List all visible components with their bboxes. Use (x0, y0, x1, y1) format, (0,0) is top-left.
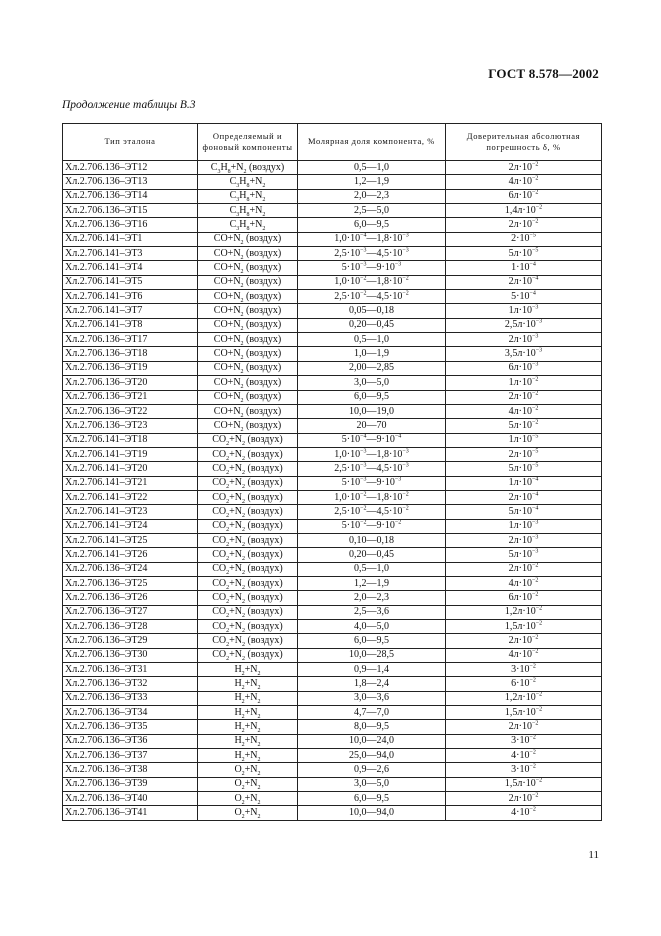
cell-molar-fraction: $5\cdot 10^{-2}—9\cdot 10^{-2}$ (298, 519, 446, 533)
cell-standard-type: Хл.2.706.136–ЭТ41 (63, 806, 198, 820)
cell-error: $1,5л\cdot 10^{-2}$ (446, 706, 602, 720)
cell-standard-type: Хл.2.706.136–ЭТ21 (63, 390, 198, 404)
cell-error: $2л\cdot 10^{-3}$ (446, 533, 602, 547)
cell-molar-fraction: $5\cdot 10^{-3}—9\cdot 10^{-3}$ (298, 261, 446, 275)
cell-error: $1\cdot 10^{-4}$ (446, 261, 602, 275)
cell-standard-type: Хл.2.706.141–ЭТ18 (63, 433, 198, 447)
cell-components: $C_3H_8+N_2$ (198, 218, 298, 232)
cell-standard-type: Хл.2.706.136–ЭТ20 (63, 376, 198, 390)
cell-components: $CO_2+N_2$ (воздух) (198, 533, 298, 547)
cell-error: $5л\cdot 10^{-2}$ (446, 419, 602, 433)
table-row (63, 419, 602, 433)
cell-components: $O_2+N_2$ (198, 792, 298, 806)
cell-molar-fraction: 6,0—9,5 (298, 390, 446, 404)
cell-components: $CO_2+N_2$ (воздух) (198, 433, 298, 447)
table-row (63, 763, 602, 777)
cell-standard-type: Хл.2.706.141–ЭТ22 (63, 490, 198, 504)
cell-error: $5\cdot 10^{-4}$ (446, 290, 602, 304)
cell-components: $CO+N_2$ (воздух) (198, 247, 298, 261)
cell-error: $1,2л\cdot 10^{-2}$ (446, 691, 602, 705)
cell-components: $C_3H_8+N_2$ (198, 189, 298, 203)
cell-error: $1л\cdot 10^{-5}$ (446, 433, 602, 447)
cell-standard-type: Хл.2.706.141–ЭТ25 (63, 533, 198, 547)
cell-components: $CO+N_2$ (воздух) (198, 304, 298, 318)
table-row (63, 720, 602, 734)
table-row (63, 620, 602, 634)
cell-components: $CO_2+N_2$ (воздух) (198, 620, 298, 634)
cell-standard-type: Хл.2.706.136–ЭТ31 (63, 663, 198, 677)
cell-components: $CO+N_2$ (воздух) (198, 261, 298, 275)
cell-molar-fraction: 4,7—7,0 (298, 706, 446, 720)
cell-components: $H_2+N_2$ (198, 691, 298, 705)
cell-error: $1л\cdot 10^{-4}$ (446, 476, 602, 490)
cell-error: $4\cdot 10^{-2}$ (446, 749, 602, 763)
cell-error: $6л\cdot 10^{-3}$ (446, 361, 602, 375)
cell-molar-fraction: 20—70 (298, 419, 446, 433)
document-code: ГОСТ 8.578—2002 (488, 66, 599, 81)
cell-components: $CO+N_2$ (воздух) (198, 361, 298, 375)
cell-molar-fraction: 0,5—1,0 (298, 161, 446, 175)
cell-components: $O_2+N_2$ (198, 763, 298, 777)
cell-components: $H_2+N_2$ (198, 720, 298, 734)
cell-molar-fraction: $5\cdot 10^{-3}—9\cdot 10^{-3}$ (298, 476, 446, 490)
cell-molar-fraction: 0,5—1,0 (298, 333, 446, 347)
table-row (63, 490, 602, 504)
table-row (63, 663, 602, 677)
cell-standard-type: Хл.2.706.141–ЭТ7 (63, 304, 198, 318)
cell-error: $2л\cdot 10^{-5}$ (446, 447, 602, 461)
cell-standard-type: Хл.2.706.136–ЭТ37 (63, 749, 198, 763)
table-row (63, 218, 602, 232)
table-row (63, 548, 602, 562)
cell-components: $CO_2+N_2$ (воздух) (198, 462, 298, 476)
cell-molar-fraction: 2,0—2,3 (298, 189, 446, 203)
cell-molar-fraction: $1,0\cdot 10^{-2}—1,8\cdot 10^{-2}$ (298, 490, 446, 504)
cell-molar-fraction: $5\cdot 10^{-4}—9\cdot 10^{-4}$ (298, 433, 446, 447)
cell-components: $CO_2+N_2$ (воздух) (198, 476, 298, 490)
table-row (63, 376, 602, 390)
cell-error: $6л\cdot 10^{-2}$ (446, 189, 602, 203)
cell-molar-fraction: 2,0—2,3 (298, 591, 446, 605)
cell-components: $CO_2+N_2$ (воздух) (198, 447, 298, 461)
table-row (63, 404, 602, 418)
table-row (63, 275, 602, 289)
table-row (63, 806, 602, 820)
cell-components: $C_3H_8+N_2$ (воздух) (198, 161, 298, 175)
cell-standard-type: Хл.2.706.136–ЭТ27 (63, 605, 198, 619)
cell-error: $2л\cdot 10^{-2}$ (446, 792, 602, 806)
table-header-row (63, 124, 602, 161)
header-standard-type: Тип эталона (63, 124, 198, 161)
table-body (63, 161, 602, 821)
cell-standard-type: Хл.2.706.141–ЭТ20 (63, 462, 198, 476)
cell-standard-type: Хл.2.706.136–ЭТ36 (63, 734, 198, 748)
cell-components: $CO+N_2$ (воздух) (198, 347, 298, 361)
table-row (63, 562, 602, 576)
cell-molar-fraction: 25,0—94,0 (298, 749, 446, 763)
cell-components: $CO+N_2$ (воздух) (198, 404, 298, 418)
cell-standard-type: Хл.2.706.141–ЭТ23 (63, 505, 198, 519)
table-row (63, 462, 602, 476)
cell-components: $CO+N_2$ (воздух) (198, 318, 298, 332)
page-number: 11 (588, 849, 599, 861)
cell-components: $H_2+N_2$ (198, 749, 298, 763)
cell-standard-type: Хл.2.706.141–ЭТ6 (63, 290, 198, 304)
cell-molar-fraction: 0,9—2,6 (298, 763, 446, 777)
table-row (63, 648, 602, 662)
cell-components: $CO+N_2$ (воздух) (198, 390, 298, 404)
table-row (63, 605, 602, 619)
cell-standard-type: Хл.2.706.136–ЭТ32 (63, 677, 198, 691)
cell-error: $3\cdot 10^{-2}$ (446, 663, 602, 677)
cell-molar-fraction: 2,5—5,0 (298, 204, 446, 218)
table-row (63, 691, 602, 705)
cell-components: $CO_2+N_2$ (воздух) (198, 548, 298, 562)
cell-error: $6л\cdot 10^{-2}$ (446, 591, 602, 605)
cell-standard-type: Хл.2.706.136–ЭТ16 (63, 218, 198, 232)
cell-standard-type: Хл.2.706.141–ЭТ19 (63, 447, 198, 461)
cell-molar-fraction: $2,5\cdot 10^{-3}—4,5\cdot 10^{-3}$ (298, 462, 446, 476)
table-row (63, 734, 602, 748)
table-row (63, 304, 602, 318)
cell-components: $CO+N_2$ (воздух) (198, 419, 298, 433)
cell-standard-type: Хл.2.706.136–ЭТ39 (63, 777, 198, 791)
cell-standard-type: Хл.2.706.141–ЭТ21 (63, 476, 198, 490)
cell-components: $CO_2+N_2$ (воздух) (198, 576, 298, 590)
cell-standard-type: Хл.2.706.136–ЭТ13 (63, 175, 198, 189)
cell-components: $CO+N_2$ (воздух) (198, 376, 298, 390)
cell-error: $2л\cdot 10^{-2}$ (446, 720, 602, 734)
cell-molar-fraction: 2,5—3,6 (298, 605, 446, 619)
table-row (63, 347, 602, 361)
header-error: Доверительная абсолютная погрешность δ, % (446, 124, 602, 161)
cell-error: $4л\cdot 10^{-2}$ (446, 648, 602, 662)
cell-standard-type: Хл.2.706.136–ЭТ18 (63, 347, 198, 361)
cell-standard-type: Хл.2.706.141–ЭТ1 (63, 232, 198, 246)
cell-standard-type: Хл.2.706.136–ЭТ34 (63, 706, 198, 720)
cell-standard-type: Хл.2.706.141–ЭТ4 (63, 261, 198, 275)
cell-error: $1л\cdot 10^{-3}$ (446, 304, 602, 318)
cell-error: $2л\cdot 10^{-2}$ (446, 161, 602, 175)
cell-error: $3\cdot 10^{-2}$ (446, 763, 602, 777)
table-row (63, 290, 602, 304)
table-row (63, 247, 602, 261)
cell-error: $5л\cdot 10^{-3}$ (446, 548, 602, 562)
cell-components: $C_3H_8+N_2$ (198, 175, 298, 189)
table-row (63, 318, 602, 332)
table-caption: Продолжение таблицы В.3 (62, 99, 196, 111)
cell-molar-fraction: 10,0—94,0 (298, 806, 446, 820)
cell-error: $5л\cdot 10^{-4}$ (446, 505, 602, 519)
cell-error: $5л\cdot 10^{-5}$ (446, 462, 602, 476)
cell-standard-type: Хл.2.706.136–ЭТ26 (63, 591, 198, 605)
cell-error: $1л\cdot 10^{-3}$ (446, 519, 602, 533)
cell-error: $4\cdot 10^{-2}$ (446, 806, 602, 820)
table-row (63, 576, 602, 590)
cell-error: $1,2л\cdot 10^{-2}$ (446, 605, 602, 619)
cell-molar-fraction: 3,0—3,6 (298, 691, 446, 705)
cell-error: $2л\cdot 10^{-2}$ (446, 562, 602, 576)
cell-molar-fraction: 0,05—0,18 (298, 304, 446, 318)
cell-molar-fraction: 2,00—2,85 (298, 361, 446, 375)
table-row (63, 433, 602, 447)
cell-components: $CO+N_2$ (воздух) (198, 232, 298, 246)
cell-error: $1,4л\cdot 10^{-2}$ (446, 204, 602, 218)
table-row (63, 533, 602, 547)
table-row (63, 161, 602, 175)
cell-error: $2л\cdot 10^{-4}$ (446, 490, 602, 504)
cell-molar-fraction: 0,20—0,45 (298, 548, 446, 562)
cell-components: $H_2+N_2$ (198, 706, 298, 720)
cell-error: $1,5л\cdot 10^{-2}$ (446, 777, 602, 791)
cell-error: $2л\cdot 10^{-2}$ (446, 634, 602, 648)
cell-components: $H_2+N_2$ (198, 734, 298, 748)
table-row (63, 634, 602, 648)
cell-error: $4л\cdot 10^{-2}$ (446, 576, 602, 590)
cell-components: $CO_2+N_2$ (воздух) (198, 562, 298, 576)
table-row (63, 447, 602, 461)
cell-molar-fraction: 6,0—9,5 (298, 792, 446, 806)
cell-error: $6\cdot 10^{-2}$ (446, 677, 602, 691)
cell-components: $CO+N_2$ (воздух) (198, 275, 298, 289)
cell-molar-fraction: 10,0—28,5 (298, 648, 446, 662)
table-row (63, 333, 602, 347)
cell-components: $CO_2+N_2$ (воздух) (198, 490, 298, 504)
cell-standard-type: Хл.2.706.136–ЭТ28 (63, 620, 198, 634)
cell-standard-type: Хл.2.706.136–ЭТ19 (63, 361, 198, 375)
cell-error: $2\cdot 10^{-5}$ (446, 232, 602, 246)
table-row (63, 505, 602, 519)
cell-standard-type: Хл.2.706.136–ЭТ22 (63, 404, 198, 418)
table-row (63, 591, 602, 605)
cell-molar-fraction: 0,5—1,0 (298, 562, 446, 576)
table-row (63, 390, 602, 404)
cell-molar-fraction: $2,5\cdot 10^{-2}—4,5\cdot 10^{-2}$ (298, 505, 446, 519)
table-row (63, 204, 602, 218)
table-row (63, 261, 602, 275)
cell-components: $CO_2+N_2$ (воздух) (198, 519, 298, 533)
cell-molar-fraction: $2,5\cdot 10^{-2}—4,5\cdot 10^{-2}$ (298, 290, 446, 304)
cell-standard-type: Хл.2.706.136–ЭТ35 (63, 720, 198, 734)
cell-molar-fraction: 8,0—9,5 (298, 720, 446, 734)
cell-components: $CO+N_2$ (воздух) (198, 290, 298, 304)
cell-standard-type: Хл.2.706.136–ЭТ17 (63, 333, 198, 347)
cell-standard-type: Хл.2.706.141–ЭТ8 (63, 318, 198, 332)
cell-error: $4л\cdot 10^{-2}$ (446, 175, 602, 189)
cell-molar-fraction: 1,2—1,9 (298, 576, 446, 590)
table-row (63, 361, 602, 375)
table-row (63, 777, 602, 791)
cell-components: $CO_2+N_2$ (воздух) (198, 505, 298, 519)
cell-standard-type: Хл.2.706.141–ЭТ24 (63, 519, 198, 533)
cell-molar-fraction: 0,10—0,18 (298, 533, 446, 547)
cell-molar-fraction: 0,9—1,4 (298, 663, 446, 677)
cell-molar-fraction: 1,8—2,4 (298, 677, 446, 691)
cell-molar-fraction: 3,0—5,0 (298, 376, 446, 390)
table-row (63, 232, 602, 246)
cell-error: $1л\cdot 10^{-2}$ (446, 376, 602, 390)
cell-error: $3\cdot 10^{-2}$ (446, 734, 602, 748)
cell-standard-type: Хл.2.706.136–ЭТ40 (63, 792, 198, 806)
cell-standard-type: Хл.2.706.136–ЭТ33 (63, 691, 198, 705)
cell-molar-fraction: 6,0—9,5 (298, 218, 446, 232)
cell-molar-fraction: 6,0—9,5 (298, 634, 446, 648)
cell-components: $C_3H_8+N_2$ (198, 204, 298, 218)
cell-error: $5л\cdot 10^{-5}$ (446, 247, 602, 261)
cell-standard-type: Хл.2.706.136–ЭТ38 (63, 763, 198, 777)
cell-error: $2,5л\cdot 10^{-3}$ (446, 318, 602, 332)
cell-error: $4л\cdot 10^{-2}$ (446, 404, 602, 418)
table-row (63, 706, 602, 720)
cell-molar-fraction: 4,0—5,0 (298, 620, 446, 634)
cell-molar-fraction: $2,5\cdot 10^{-3}—4,5\cdot 10^{-3}$ (298, 247, 446, 261)
table-row (63, 677, 602, 691)
cell-components: $H_2+N_2$ (198, 677, 298, 691)
cell-molar-fraction: 1,0—1,9 (298, 347, 446, 361)
cell-components: $CO_2+N_2$ (воздух) (198, 591, 298, 605)
cell-error: $2л\cdot 10^{-4}$ (446, 275, 602, 289)
standards-table (62, 123, 602, 821)
cell-standard-type: Хл.2.706.136–ЭТ23 (63, 419, 198, 433)
header-molar-fraction: Молярная доля компонента, % (298, 124, 446, 161)
cell-molar-fraction: $1,0\cdot 10^{-2}—1,8\cdot 10^{-2}$ (298, 275, 446, 289)
cell-components: $CO+N_2$ (воздух) (198, 333, 298, 347)
table-row (63, 749, 602, 763)
cell-standard-type: Хл.2.706.136–ЭТ15 (63, 204, 198, 218)
cell-molar-fraction: 10,0—19,0 (298, 404, 446, 418)
cell-standard-type: Хл.2.706.141–ЭТ26 (63, 548, 198, 562)
cell-error: $1,5л\cdot 10^{-2}$ (446, 620, 602, 634)
header-components: Определяемый и фоновый компоненты (198, 124, 298, 161)
table-row (63, 792, 602, 806)
cell-components: $CO_2+N_2$ (воздух) (198, 648, 298, 662)
cell-molar-fraction: $1,0\cdot 10^{-3}—1,8\cdot 10^{-3}$ (298, 447, 446, 461)
cell-standard-type: Хл.2.706.136–ЭТ24 (63, 562, 198, 576)
cell-error: $2л\cdot 10^{-2}$ (446, 390, 602, 404)
cell-standard-type: Хл.2.706.136–ЭТ14 (63, 189, 198, 203)
cell-standard-type: Хл.2.706.141–ЭТ3 (63, 247, 198, 261)
cell-components: $CO_2+N_2$ (воздух) (198, 634, 298, 648)
cell-standard-type: Хл.2.706.141–ЭТ5 (63, 275, 198, 289)
table-row (63, 189, 602, 203)
cell-components: $CO_2+N_2$ (воздух) (198, 605, 298, 619)
table-row (63, 476, 602, 490)
cell-standard-type: Хл.2.706.136–ЭТ12 (63, 161, 198, 175)
cell-molar-fraction: 1,2—1,9 (298, 175, 446, 189)
cell-error: $2л\cdot 10^{-3}$ (446, 333, 602, 347)
cell-error: $2л\cdot 10^{-2}$ (446, 218, 602, 232)
cell-error: $3,5л\cdot 10^{-3}$ (446, 347, 602, 361)
cell-components: $O_2+N_2$ (198, 777, 298, 791)
cell-standard-type: Хл.2.706.136–ЭТ25 (63, 576, 198, 590)
cell-molar-fraction: 10,0—24,0 (298, 734, 446, 748)
cell-standard-type: Хл.2.706.136–ЭТ30 (63, 648, 198, 662)
cell-molar-fraction: $1,0\cdot 10^{-4}—1,8\cdot 10^{-3}$ (298, 232, 446, 246)
table-row (63, 175, 602, 189)
cell-standard-type: Хл.2.706.136–ЭТ29 (63, 634, 198, 648)
cell-molar-fraction: 0,20—0,45 (298, 318, 446, 332)
table-row (63, 519, 602, 533)
cell-components: $O_2+N_2$ (198, 806, 298, 820)
cell-molar-fraction: 3,0—5,0 (298, 777, 446, 791)
cell-components: $H_2+N_2$ (198, 663, 298, 677)
